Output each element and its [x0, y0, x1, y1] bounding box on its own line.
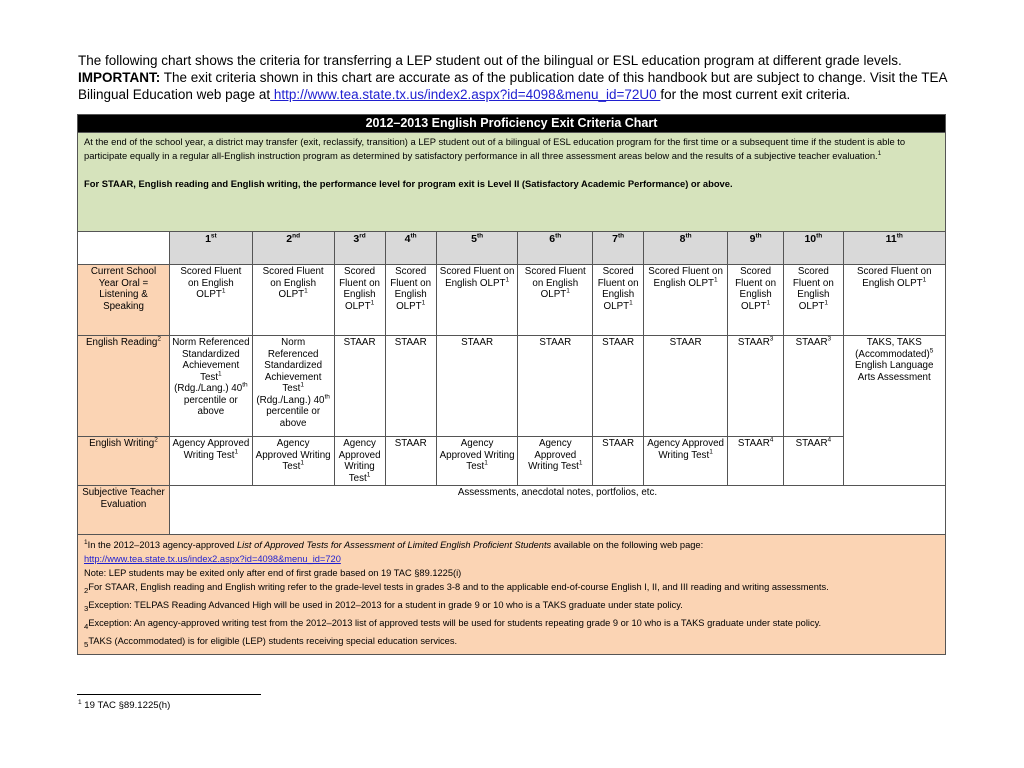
oral-cell-grade-2: Scored Fluent on English OLPT$^1$ — [252, 265, 334, 336]
grade-header-9: 9th — [728, 232, 784, 265]
grade-header-5: 5th — [436, 232, 518, 265]
reading-cell-grade-2: Norm Referenced Standardized Achievement Test$^1$ (Rdg./Lang.) 40th percentile or above — [252, 336, 334, 437]
page-footnote: $^1$ 19 TAC §89.1225(h) — [78, 698, 171, 711]
grade-header-10: 10th — [784, 232, 843, 265]
intro-paragraph — [78, 52, 968, 103]
criteria-description — [78, 133, 946, 232]
reading-cell-grade-6: STAAR — [518, 336, 593, 437]
oral-cell-grade-4: Scored Fluent on English OLPT$^1$ — [385, 265, 436, 336]
table-title: 2012–2013 English Proficiency Exit Criteria Chart — [78, 115, 946, 133]
oral-cell-grade-6: Scored Fluent on English OLPT$^1$ — [518, 265, 593, 336]
writing-cell-grade-1: Agency Approved Writing Test$^1$ — [169, 437, 252, 486]
writing-cell-grade-5: Agency Approved Writing Test$^1$ — [436, 437, 518, 486]
note-2: $_2$For STAAR, English reading and English writing refer to the grade-level tests in grades 3-8 and to the applicable end-of-course English I, II, and III reading and writing assessments. — [84, 582, 829, 595]
oral-cell-grade-7: Scored Fluent on English OLPT$^1$ — [593, 265, 644, 336]
reading-row-label: English Reading$^2$ — [78, 336, 170, 437]
grade-header-6: 6th — [518, 232, 593, 265]
footnote-rule — [77, 694, 261, 695]
writing-cell-grade-9: STAAR$^4$ — [728, 437, 784, 486]
reading-cell-grade-7: STAAR — [593, 336, 644, 437]
oral-cell-grade-9: Scored Fluent on English OLPT$^1$ — [728, 265, 784, 336]
note-1: $^1$In the 2012–2013 agency-approved List of Approved Tests for Assessment of Limited English Proficient Students available on the following web page: — [84, 538, 704, 550]
note-4: $_4$Exception: An agency-approved writing test from the 2012–2013 list of approved tests will be used for students repeating grade 9 or 10 who is a TAKS graduate under state policy. — [84, 617, 822, 631]
approved-tests-link[interactable]: http://www.tea.state.tx.us/index2.aspx?id=4098&menu_id=720 — [84, 554, 341, 564]
staar-level-note: For STAAR, English reading and English writing, the performance level for program exit is Level II (Satisfactory Academic Performance) or above. — [84, 178, 733, 189]
oral-cell-grade-8: Scored Fluent on English OLPT$^1$ — [644, 265, 728, 336]
grade-header-3: 3rd — [334, 232, 385, 265]
writing-cell-grade-7: STAAR — [593, 437, 644, 486]
important-label: IMPORTANT: — [78, 70, 161, 85]
intro-important — [78, 69, 968, 103]
writing-row — [78, 437, 946, 486]
grade-header-1: 1st — [169, 232, 252, 265]
note-3: $_3$Exception: TELPAS Reading Advanced High will be used in 2012–2013 for a student in grade 9 or 10 who is a TAKS graduate under state policy. — [84, 599, 683, 613]
grade-header-2: 2nd — [252, 232, 334, 265]
oral-row — [78, 265, 946, 336]
grade-header-4: 4th — [385, 232, 436, 265]
note-first-grade: Note: LEP students may be exited only after end of first grade based on 19 TAC §89.1225(i) — [84, 568, 462, 578]
reading-cell-grade-5: STAAR — [436, 336, 518, 437]
grade-header-7: 7th — [593, 232, 644, 265]
subjective-text: Assessments, anecdotal notes, portfolios, etc. — [169, 486, 945, 535]
oral-cell-grade-1: Scored Fluent on English OLPT$^1$ — [169, 265, 252, 336]
reading-cell-grade-10: STAAR$^3$ — [784, 336, 843, 437]
reading-cell-grade-3: STAAR — [334, 336, 385, 437]
subjective-row — [78, 486, 946, 535]
intro-line-1: The following chart shows the criteria for transferring a LEP student out of the bilingual or ESL education program at different grade levels. — [78, 53, 902, 68]
description-sup: 1 — [877, 149, 882, 157]
notes-cell — [78, 535, 946, 655]
oral-cell-grade-11: Scored Fluent on English OLPT$^1$ — [843, 265, 946, 336]
oral-cell-grade-10: Scored Fluent on English OLPT$^1$ — [784, 265, 843, 336]
writing-cell-grade-2: Agency Approved Writing Test$^1$ — [252, 437, 334, 486]
exit-criteria-table — [77, 114, 946, 655]
oral-row-label: Current School Year Oral = Listening & Speaking — [78, 265, 170, 336]
oral-cell-grade-5: Scored Fluent on English OLPT$^1$ — [436, 265, 518, 336]
writing-cell-grade-3: Agency Approved Writing Test$^1$ — [334, 437, 385, 486]
writing-row-label: English Writing$^2$ — [78, 437, 170, 486]
note-5: $_5$TAKS (Accommodated) is for eligible (LEP) students receiving special education services. — [84, 635, 458, 649]
intro-tail: for the most current exit criteria. — [660, 87, 851, 102]
subjective-row-label: Subjective Teacher Evaluation — [78, 486, 170, 535]
important-text: The exit criteria shown in this chart are accurate as of the publication date of this handbook but are subject to change. Visit the TEA Bilingual Education web page at — [78, 70, 947, 102]
reading-cell-grade-9: STAAR$^3$ — [728, 336, 784, 437]
reading-cell-grade-8: STAAR — [644, 336, 728, 437]
writing-cell-grade-4: STAAR — [385, 437, 436, 486]
reading-cell-grade-4: STAAR — [385, 336, 436, 437]
reading-row — [78, 336, 946, 437]
reading-cell-grade-1: Norm Referenced Standardized Achievement Test$^1$ (Rdg./Lang.) 40th percentile or above — [169, 336, 252, 437]
writing-cell-grade-6: Agency Approved Writing Test$^1$ — [518, 437, 593, 486]
grade-header-blank — [78, 232, 170, 265]
description-text: At the end of the school year, a district may transfer (exit, reclassify, transition) a LEP student out of a bilingual of ESL education program for the first time or a subsequent time if the student is able to participate equally in a regular all-English instruction program as determined by satisfactory performance in all three assessment areas below and the results of a subjective teacher evaluation. — [84, 136, 906, 161]
grade-header-8: 8th — [644, 232, 728, 265]
grade-header-11: 11th — [843, 232, 946, 265]
writing-cell-grade-10: STAAR$^4$ — [784, 437, 843, 486]
writing-cell-grade-8: Agency Approved Writing Test$^1$ — [644, 437, 728, 486]
tea-bilingual-link[interactable]: http://www.tea.state.tx.us/index2.aspx?id=4098&menu_id=72U0 — [270, 87, 661, 102]
reading-writing-cell-grade-11: TAKS, TAKS (Accommodated)$^5$ English Language Arts Assessment — [843, 336, 946, 486]
grade-header-row — [78, 232, 946, 265]
oral-cell-grade-3: Scored Fluent on English OLPT$^1$ — [334, 265, 385, 336]
